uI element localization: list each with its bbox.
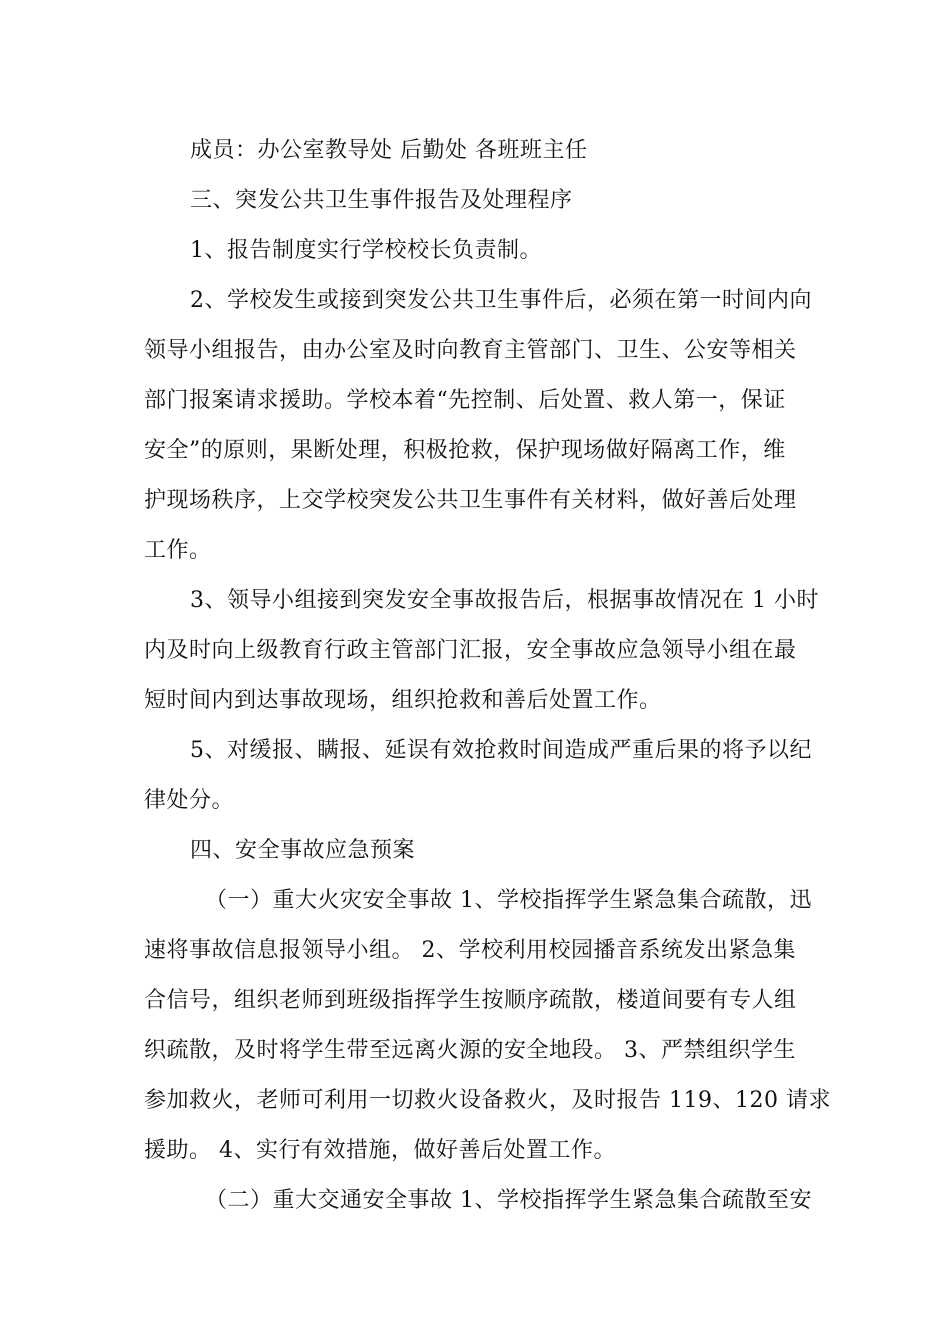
text-line: 领导小组报告，由办公室及时向教育主管部门、卫生、公安等相关 — [144, 338, 797, 363]
text-line: （二）重大交通安全事故 1、学校指挥学生紧急集合疏散至安 — [205, 1188, 812, 1213]
text-line: 3、领导小组接到突发安全事故报告后，根据事故情况在 1 小时 — [190, 588, 819, 613]
text-line: 织疏散，及时将学生带至远离火源的安全地段。 3、严禁组织学生 — [144, 1038, 796, 1063]
text-line: 参加救火，老师可利用一切救火设备救火，及时报告 119、120 请求 — [144, 1088, 831, 1113]
text-line: 5、对缓报、瞒报、延误有效抢救时间造成严重后果的将予以纪 — [190, 738, 812, 763]
text-line: 律处分。 — [144, 788, 235, 813]
text-line: 2、学校发生或接到突发公共卫生事件后，必须在第一时间内向 — [190, 288, 812, 313]
text-line: （一）重大火灾安全事故 1、学校指挥学生紧急集合疏散，迅 — [205, 888, 812, 913]
text-line: 安全”的原则，果断处理，积极抢救，保护现场做好隔离工作，维 — [144, 438, 786, 463]
text-line: 部门报案请求援助。学校本着“先控制、后处置、救人第一，保证 — [144, 388, 786, 413]
text-line: 合信号，组织老师到班级指挥学生按顺序疏散，楼道间要有专人组 — [144, 988, 797, 1013]
text-line: 工作。 — [144, 538, 212, 563]
text-line: 内及时向上级教育行政主管部门汇报，安全事故应急领导小组在最 — [144, 638, 797, 663]
section-heading: 三、突发公共卫生事件报告及处理程序 — [190, 188, 573, 213]
section-heading: 四、安全事故应急预案 — [190, 838, 416, 863]
text-line: 护现场秩序，上交学校突发公共卫生事件有关材料，做好善后处理 — [144, 488, 797, 513]
text-line: 1、报告制度实行学校校长负责制。 — [190, 238, 542, 263]
text-line: 短时间内到达事故现场，组织抢救和善后处置工作。 — [144, 688, 662, 713]
text-line: 援助。 4、实行有效措施，做好善后处置工作。 — [144, 1138, 616, 1163]
text-line: 速将事故信息报领导小组。 2、学校利用校园播音系统发出紧急集 — [144, 938, 796, 963]
text-line: 成员：办公室教导处 后勤处 各班班主任 — [190, 138, 588, 163]
